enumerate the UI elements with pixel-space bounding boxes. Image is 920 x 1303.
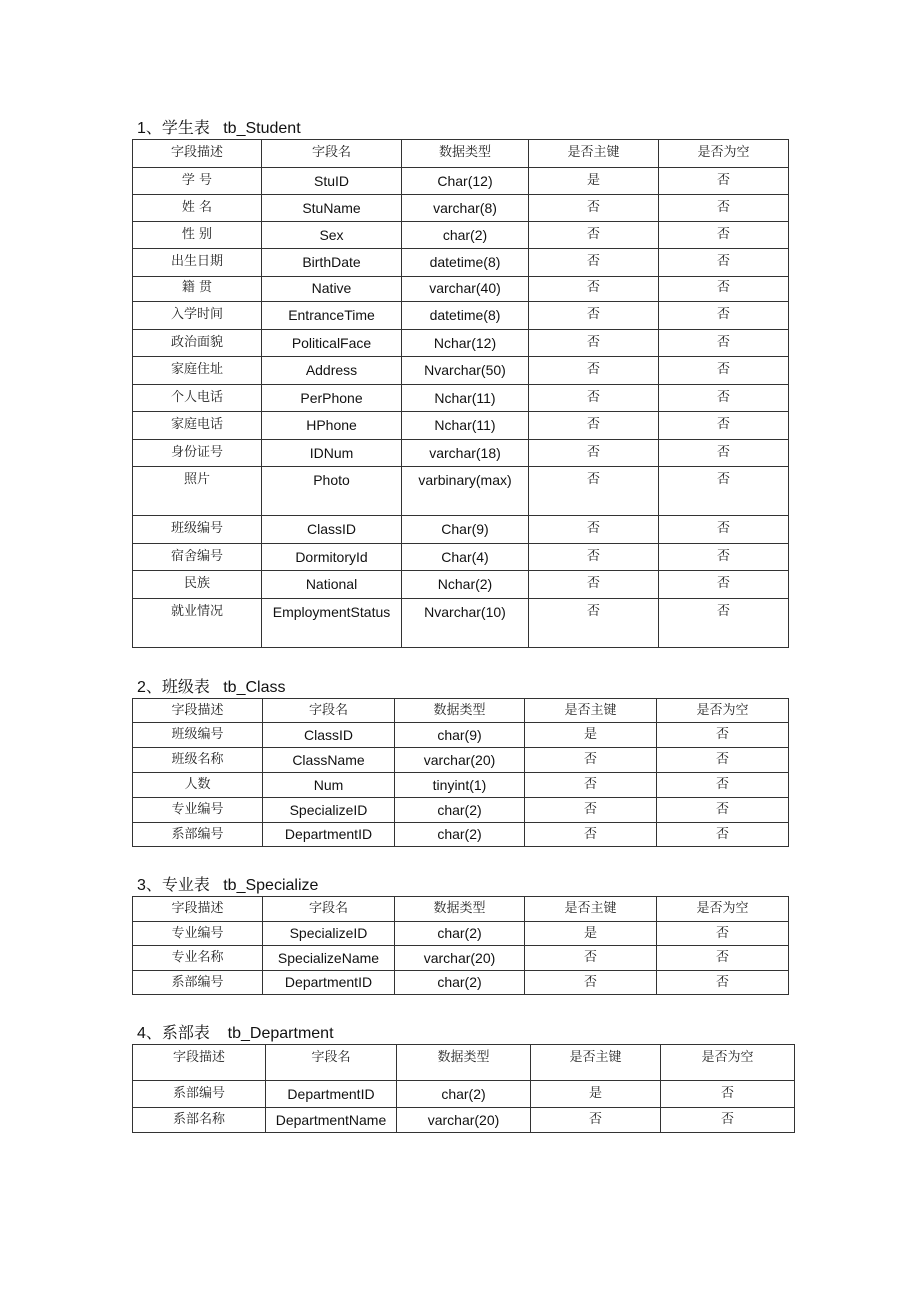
is-nullable: 否 <box>657 798 789 823</box>
field-name: DepartmentName <box>266 1108 397 1133</box>
column-header: 是否主键 <box>529 140 659 168</box>
field-name: DepartmentID <box>263 971 395 995</box>
field-description: 姓 名 <box>133 195 262 222</box>
field-description: 政治面貌 <box>133 330 262 357</box>
field-name: EmploymentStatus <box>262 599 402 648</box>
data-type: varbinary(max) <box>402 467 529 516</box>
field-name: Native <box>262 277 402 302</box>
field-name: SpecializeID <box>263 798 395 823</box>
field-description: 出生日期 <box>133 249 262 277</box>
field-description: 照片 <box>133 467 262 516</box>
is-primary-key: 否 <box>529 302 659 330</box>
is-primary-key: 否 <box>529 467 659 516</box>
field-name: EntranceTime <box>262 302 402 330</box>
is-nullable: 否 <box>659 571 789 599</box>
is-primary-key: 否 <box>529 249 659 277</box>
data-type: Nchar(2) <box>402 571 529 599</box>
is-nullable: 否 <box>659 302 789 330</box>
column-header: 字段名 <box>266 1045 397 1081</box>
is-nullable: 否 <box>659 516 789 544</box>
is-primary-key: 否 <box>529 571 659 599</box>
data-type: char(2) <box>402 222 529 249</box>
column-header: 是否为空 <box>657 699 789 723</box>
field-name: PerPhone <box>262 385 402 412</box>
table-header-row <box>133 699 789 723</box>
field-name: DepartmentID <box>266 1081 397 1108</box>
is-primary-key: 否 <box>525 773 657 798</box>
field-description: 学 号 <box>133 168 262 195</box>
data-type: varchar(40) <box>402 277 529 302</box>
data-type: varchar(8) <box>402 195 529 222</box>
data-type: Char(9) <box>402 516 529 544</box>
section-title-department: 4、系部表 tb_Department <box>137 1025 334 1042</box>
field-name: National <box>262 571 402 599</box>
table-row <box>133 971 789 995</box>
column-header: 是否为空 <box>657 897 789 922</box>
field-description: 系部编号 <box>133 823 263 847</box>
is-nullable: 否 <box>659 467 789 516</box>
field-description: 入学时间 <box>133 302 262 330</box>
column-header: 数据类型 <box>397 1045 531 1081</box>
data-type: Char(4) <box>402 544 529 571</box>
field-description: 专业编号 <box>133 922 263 946</box>
table-row <box>133 773 789 798</box>
data-type: char(2) <box>395 971 525 995</box>
is-nullable: 否 <box>659 195 789 222</box>
column-header: 是否主键 <box>525 699 657 723</box>
is-nullable: 否 <box>661 1108 795 1133</box>
is-primary-key: 否 <box>529 277 659 302</box>
field-description: 系部编号 <box>133 1081 266 1108</box>
is-nullable: 否 <box>659 168 789 195</box>
is-nullable: 否 <box>659 222 789 249</box>
column-header: 是否主键 <box>531 1045 661 1081</box>
is-primary-key: 否 <box>529 330 659 357</box>
is-primary-key: 否 <box>529 385 659 412</box>
is-nullable: 否 <box>657 922 789 946</box>
data-type: varchar(20) <box>395 748 525 773</box>
data-type: char(2) <box>395 922 525 946</box>
field-description: 个人电话 <box>133 385 262 412</box>
table-row <box>133 798 789 823</box>
field-name: ClassID <box>263 723 395 748</box>
table-row <box>133 544 789 571</box>
is-nullable: 否 <box>657 971 789 995</box>
is-nullable: 否 <box>657 723 789 748</box>
is-primary-key: 否 <box>529 222 659 249</box>
is-nullable: 否 <box>659 277 789 302</box>
is-nullable: 否 <box>659 357 789 385</box>
field-description: 系部名称 <box>133 1108 266 1133</box>
table-row <box>133 571 789 599</box>
column-header: 字段名 <box>263 897 395 922</box>
field-name: DepartmentID <box>263 823 395 847</box>
field-description: 身份证号 <box>133 440 262 467</box>
column-header: 字段描述 <box>133 897 263 922</box>
field-name: StuID <box>262 168 402 195</box>
field-description: 系部编号 <box>133 971 263 995</box>
table-row <box>133 1108 795 1133</box>
data-type: Nchar(11) <box>402 412 529 440</box>
table-row <box>133 946 789 971</box>
field-description: 班级编号 <box>133 516 262 544</box>
class-table <box>132 698 789 847</box>
table-row <box>133 516 789 544</box>
data-type: Nchar(11) <box>402 385 529 412</box>
table-row <box>133 222 789 249</box>
column-header: 是否为空 <box>659 140 789 168</box>
data-type: varchar(20) <box>397 1108 531 1133</box>
is-primary-key: 是 <box>525 723 657 748</box>
is-nullable: 否 <box>657 773 789 798</box>
is-nullable: 否 <box>659 249 789 277</box>
field-name: SpecializeName <box>263 946 395 971</box>
field-description: 专业名称 <box>133 946 263 971</box>
specialize-table <box>132 896 789 995</box>
is-primary-key: 否 <box>525 971 657 995</box>
is-primary-key: 否 <box>529 544 659 571</box>
is-nullable: 否 <box>659 544 789 571</box>
data-type: varchar(18) <box>402 440 529 467</box>
is-nullable: 否 <box>659 385 789 412</box>
table-row <box>133 599 789 648</box>
is-nullable: 否 <box>659 440 789 467</box>
column-header: 字段描述 <box>133 699 263 723</box>
is-primary-key: 否 <box>529 412 659 440</box>
column-header: 字段描述 <box>133 140 262 168</box>
table-row <box>133 748 789 773</box>
is-nullable: 否 <box>661 1081 795 1108</box>
data-type: varchar(20) <box>395 946 525 971</box>
is-primary-key: 否 <box>525 946 657 971</box>
field-name: SpecializeID <box>263 922 395 946</box>
table-row <box>133 440 789 467</box>
column-header: 字段名 <box>263 699 395 723</box>
is-primary-key: 否 <box>525 748 657 773</box>
data-type: datetime(8) <box>402 249 529 277</box>
field-description: 班级编号 <box>133 723 263 748</box>
table-row <box>133 168 789 195</box>
table-row <box>133 302 789 330</box>
column-header: 数据类型 <box>402 140 529 168</box>
is-nullable: 否 <box>659 412 789 440</box>
field-name: PoliticalFace <box>262 330 402 357</box>
data-type: tinyint(1) <box>395 773 525 798</box>
is-primary-key: 否 <box>529 195 659 222</box>
field-name: Address <box>262 357 402 385</box>
is-primary-key: 否 <box>529 440 659 467</box>
is-primary-key: 是 <box>529 168 659 195</box>
section-title-student: 1、学生表 tb_Student <box>137 120 301 137</box>
data-type: Nchar(12) <box>402 330 529 357</box>
column-header: 是否主键 <box>525 897 657 922</box>
is-primary-key: 是 <box>525 922 657 946</box>
table-row <box>133 823 789 847</box>
data-type: datetime(8) <box>402 302 529 330</box>
data-type: Char(12) <box>402 168 529 195</box>
table-row <box>133 277 789 302</box>
field-name: Num <box>263 773 395 798</box>
is-primary-key: 是 <box>531 1081 661 1108</box>
data-type: char(9) <box>395 723 525 748</box>
is-primary-key: 否 <box>531 1108 661 1133</box>
field-name: Sex <box>262 222 402 249</box>
table-row <box>133 412 789 440</box>
data-type: char(2) <box>395 798 525 823</box>
student-table <box>132 139 789 648</box>
field-name: HPhone <box>262 412 402 440</box>
column-header: 数据类型 <box>395 897 525 922</box>
department-table <box>132 1044 795 1133</box>
field-description: 家庭电话 <box>133 412 262 440</box>
field-description: 专业编号 <box>133 798 263 823</box>
is-primary-key: 否 <box>529 357 659 385</box>
table-row <box>133 922 789 946</box>
field-description: 班级名称 <box>133 748 263 773</box>
data-type: Nvarchar(10) <box>402 599 529 648</box>
table-row <box>133 385 789 412</box>
table-header-row <box>133 140 789 168</box>
table-header-row <box>133 1045 795 1081</box>
table-row <box>133 1081 795 1108</box>
field-name: IDNum <box>262 440 402 467</box>
is-primary-key: 否 <box>525 798 657 823</box>
field-name: BirthDate <box>262 249 402 277</box>
field-description: 人数 <box>133 773 263 798</box>
data-type: char(2) <box>395 823 525 847</box>
field-description: 籍 贯 <box>133 277 262 302</box>
field-description: 宿舍编号 <box>133 544 262 571</box>
field-description: 民族 <box>133 571 262 599</box>
field-name: Photo <box>262 467 402 516</box>
field-description: 就业情况 <box>133 599 262 648</box>
field-description: 家庭住址 <box>133 357 262 385</box>
field-name: ClassID <box>262 516 402 544</box>
table-row <box>133 249 789 277</box>
data-type: Nvarchar(50) <box>402 357 529 385</box>
table-header-row <box>133 897 789 922</box>
column-header: 是否为空 <box>661 1045 795 1081</box>
is-primary-key: 否 <box>529 599 659 648</box>
is-nullable: 否 <box>657 946 789 971</box>
table-row <box>133 357 789 385</box>
is-primary-key: 否 <box>529 516 659 544</box>
table-row <box>133 330 789 357</box>
column-header: 数据类型 <box>395 699 525 723</box>
table-row <box>133 195 789 222</box>
field-name: ClassName <box>263 748 395 773</box>
column-header: 字段名 <box>262 140 402 168</box>
table-row <box>133 467 789 516</box>
section-title-specialize: 3、专业表 tb_Specialize <box>137 877 319 894</box>
field-name: DormitoryId <box>262 544 402 571</box>
is-nullable: 否 <box>657 748 789 773</box>
field-description: 性 别 <box>133 222 262 249</box>
is-primary-key: 否 <box>525 823 657 847</box>
is-nullable: 否 <box>659 599 789 648</box>
column-header: 字段描述 <box>133 1045 266 1081</box>
field-name: StuName <box>262 195 402 222</box>
table-row <box>133 723 789 748</box>
section-title-class: 2、班级表 tb_Class <box>137 679 286 696</box>
is-nullable: 否 <box>659 330 789 357</box>
data-type: char(2) <box>397 1081 531 1108</box>
is-nullable: 否 <box>657 823 789 847</box>
